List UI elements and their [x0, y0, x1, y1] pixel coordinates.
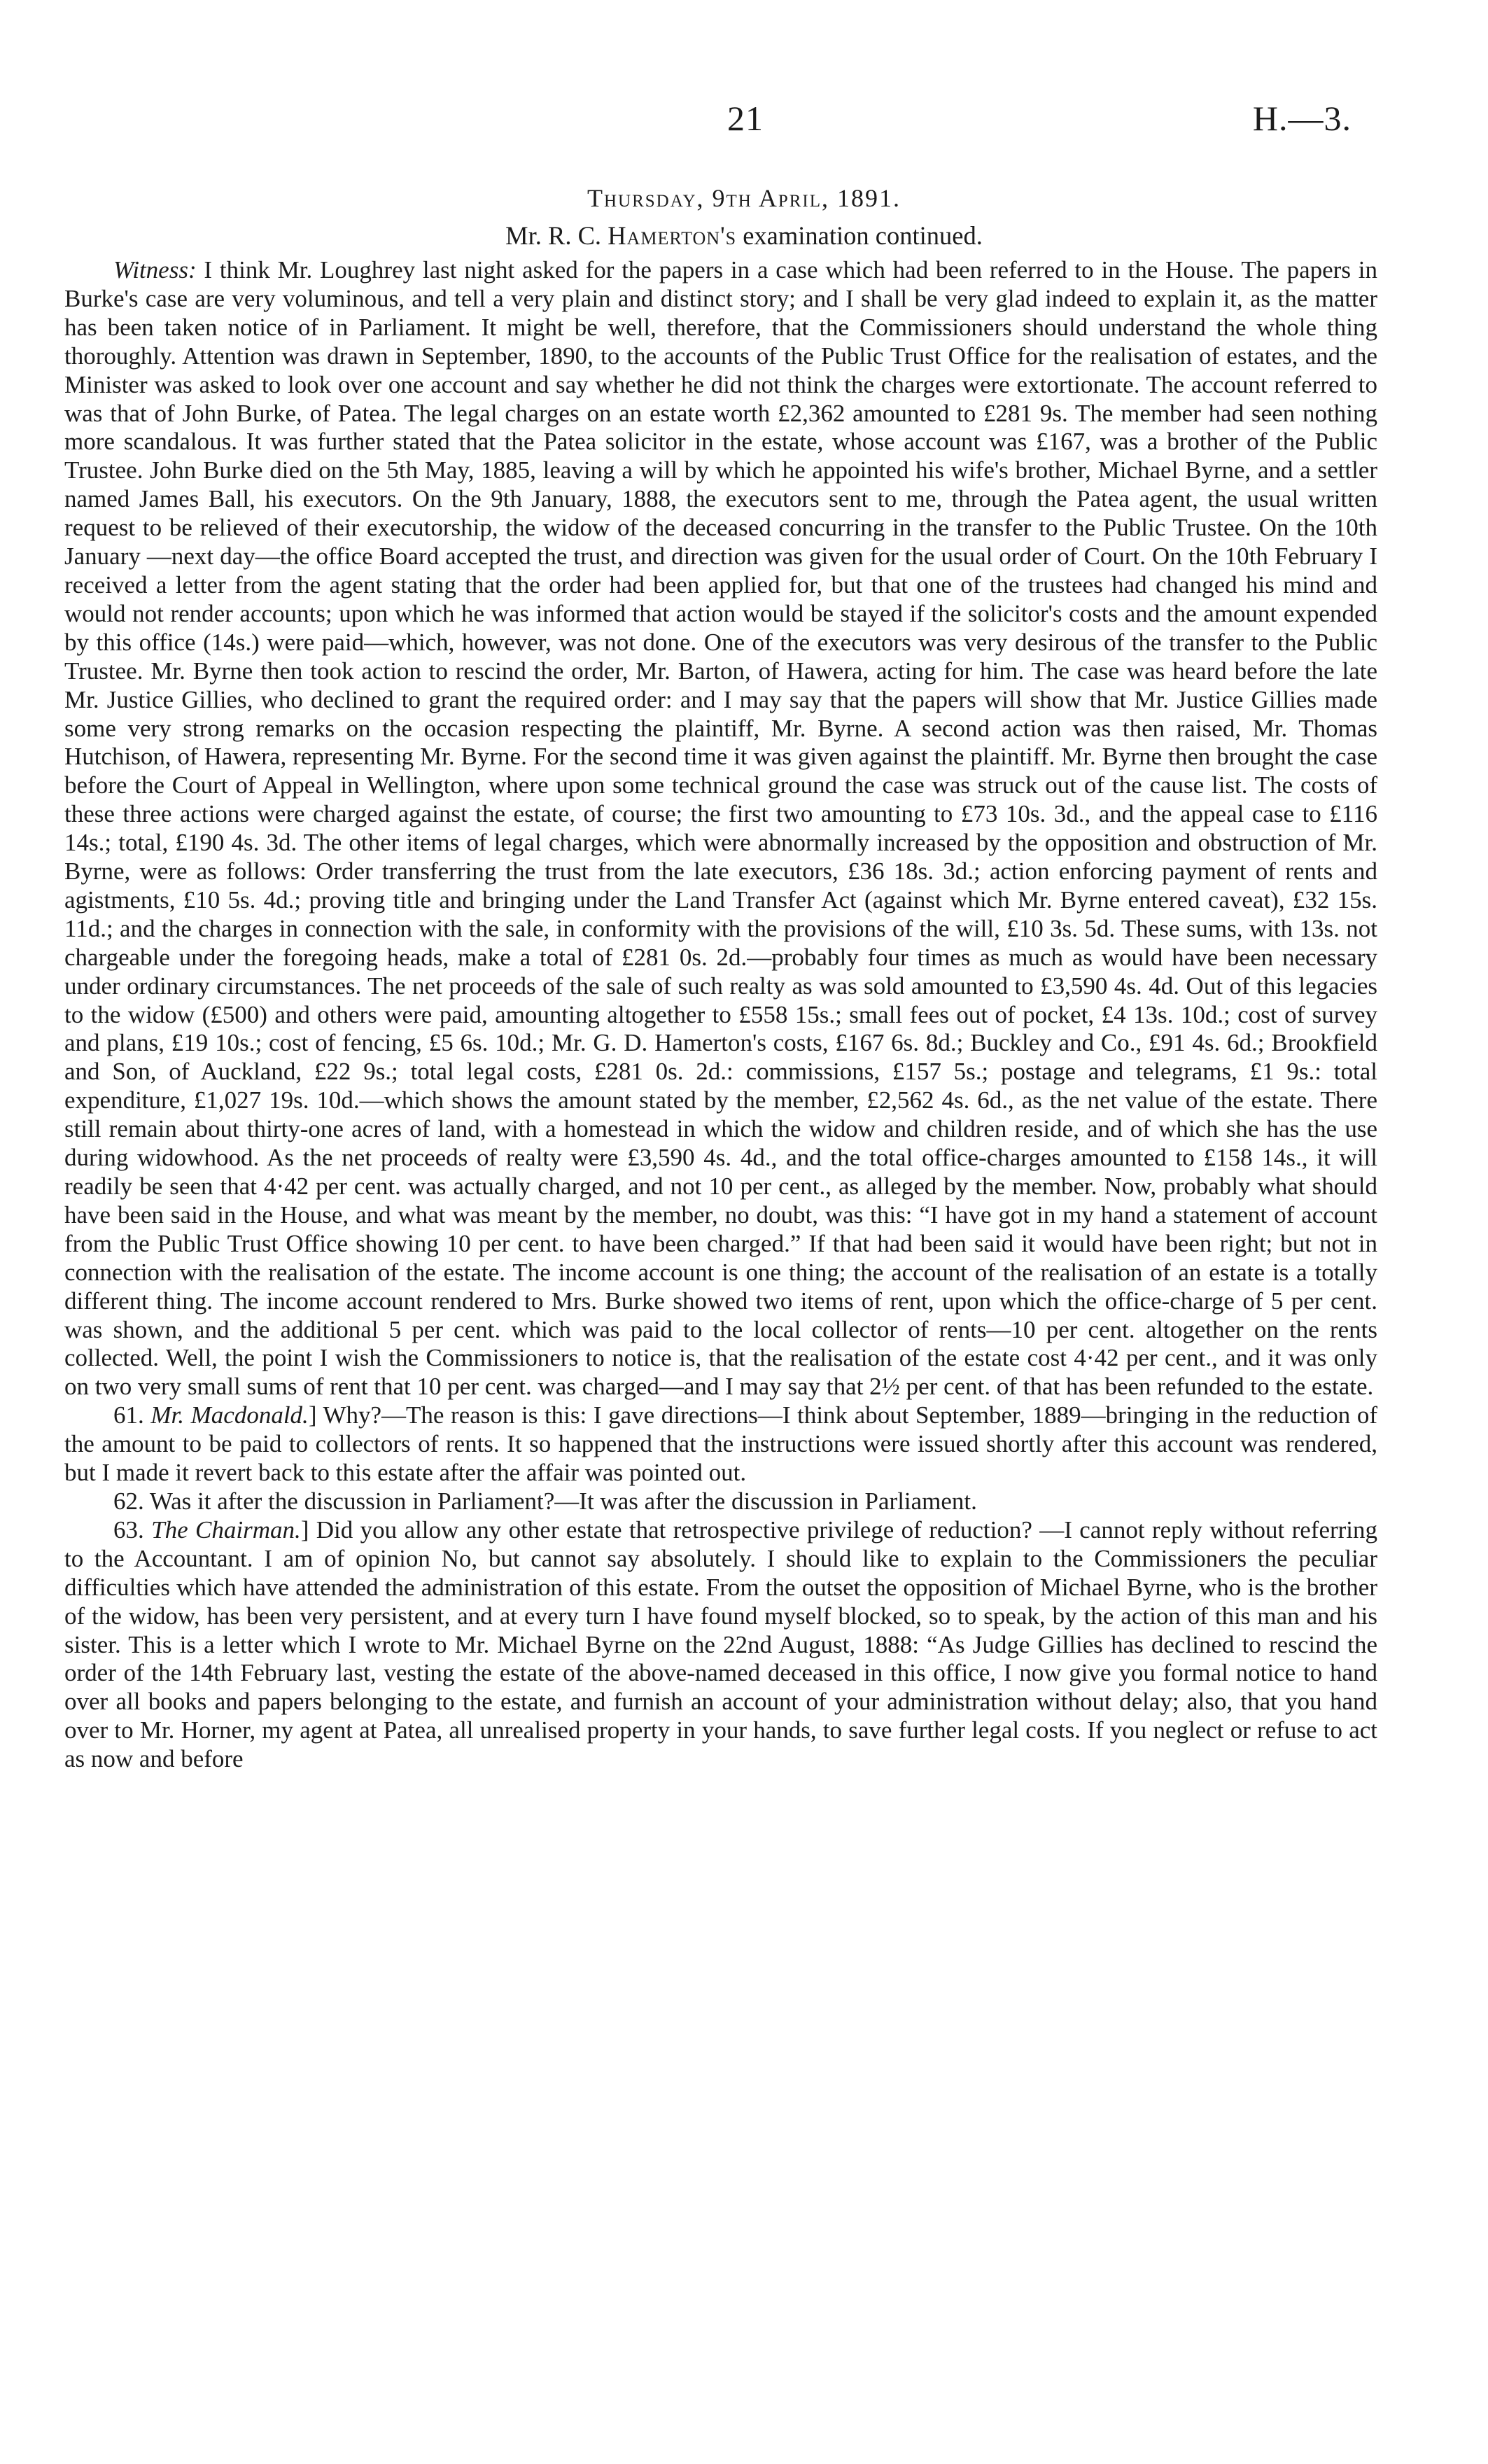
question-paragraph — [64, 1516, 1377, 1774]
paragraph-text: ] Why?—The reason is this: I gave directions—I think about September, 1889—bringing in the reduction of the amount to be paid to collectors of rents. It so happened that the instructions were issued shortly after this account was rendered, but I made it revert back to this estate after the affair was pointed out. — [64, 1401, 1378, 1487]
paragraph-text: Was it after the discussion in Parliament?—It was after the discussion in Parliament. — [149, 1487, 977, 1515]
speaker-label: The Chairman. — [151, 1516, 301, 1544]
question-paragraph — [64, 1488, 1377, 1516]
examination-suffix: examination continued. — [736, 221, 983, 250]
paragraph-text: ] Did you allow any other estate that retrospective privilege of reduction? —I cannot reply without referring to the Accountant. I am of opinion No, but cannot say absolutely. I should like to explain to the Commissioners the peculiar difficulties which have attended the administration of this estate. From the outset the opposition of Michael Byrne, who is the brother of the widow, has been very persistent, and at every turn I have found myself blocked, so to speak, by the action of this man and his sister. This is a letter which I wrote to Mr. Michael Byrne on the 22nd August, 1888: “As Judge Gillies has declined to rescind the order of the 14th February last, vesting the estate of the above-named deceased in this office, I now give you formal notice to hand over all books and papers belonging to the estate, and furnish an account of your administration without delay; also, that you hand over to Mr. Horner, my agent at Patea, all unrealised property in your hands, to save further legal costs. If you neglect or refuse to act as now and before — [64, 1516, 1378, 1773]
question-number: 63. — [113, 1516, 152, 1544]
examination-prefix: Mr. R. C. — [505, 221, 608, 250]
speaker-label: Witness: — [113, 256, 197, 284]
session-dateline: Thursday, 9th April, 1891. — [587, 184, 901, 212]
document-reference: H.—3. — [1252, 99, 1352, 138]
paragraph-text: I think Mr. Loughrey last night asked for the papers in a case which had been referred to in the House. The papers in Burke's case are very voluminous, and tell a very plain and distinct story; and I shall be very glad indeed to explain it, as the matter has been taken notice of in Parliament. It might be well, therefore, that the Commissioners should understand the whole thing thoroughly. Attention was drawn in September, 1890, to the accounts of the Public Trust Office for the realisation of estates, and the Minister was asked to look over one account and say whether he did not think the charges were extortionate. The account referred to was that of John Burke, of Patea. The legal charges on an estate worth £2,362 amounted to £281 9s. The member had seen nothing more scandalous. It was further stated that the Patea solicitor in the estate, whose account was £167, was a brother of the Public Trustee. John Burke died on the 5th May, 1885, leaving a will by which he appointed his wife's brother, Michael Byrne, and a settler named James Ball, his executors. On the 9th January, 1888, the executors sent to me, through the Patea agent, the usual written request to be relieved of their executorship, the widow of the deceased concurring in the transfer to the Public Trustee. On the 10th January —next day—the office Board accepted the trust, and direction was given for the usual order of Court. On the 10th February I received a letter from the agent stating that the order had been applied for, but that one of the trustees had changed his mind and would not render accounts; upon which he was informed that action would be stayed if the solicitor's costs and the amount expended by this office (14s.) were paid—which, however, was not done. One of the executors was very desirous of the transfer to the Public Trustee. Mr. Byrne then took action to rescind the order, Mr. Barton, of Hawera, acting for him. The case was heard before the late Mr. Justice Gillies, who declined to grant the required order: and I may say that the papers will show that Mr. Justice Gillies made some very strong remarks on the occasion respecting the plaintiff, Mr. Byrne. A second action was then raised, Mr. Thomas Hutchison, of Hawera, representing Mr. Byrne. For the second time it was given against the plaintiff. Mr. Byrne then brought the case before the Court of Appeal in Wellington, where upon some technical ground the case was struck out of the cause list. The costs of these three actions were charged against the estate, of course; the first two amounting to £73 10s. 3d., and the appeal case to £116 14s.; total, £190 4s. 3d. The other items of legal charges, which were abnormally increased by the opposition and obstruction of Mr. Byrne, were as follows: Order transferring the trust from the late executors, £36 18s. 3d.; action enforcing payment of rents and agistments, £10 5s. 4d.; proving title and bringing under the Land Transfer Act (against which Mr. Byrne entered caveat), £32 15s. 11d.; and the charges in connection with the sale, in conformity with the provisions of the will, £10 3s. 5d. These sums, with 13s. not chargeable under the foregoing heads, make a total of £281 0s. 2d.—probably four times as much as would have been necessary under ordinary circumstances. The net proceeds of the sale of such realty as was sold amounted to £3,590 4s. 4d. Out of this legacies to the widow (£500) and others were paid, amounting altogether to £558 15s.; small fees out of pocket, £4 13s. 10d.; cost of survey and plans, £19 10s.; cost of fencing, £5 6s. 10d.; Mr. G. D. Hamerton's costs, £167 6s. 8d.; Buckley and Co., £91 4s. 6d.; Brookfield and Son, of Auckland, £22 9s.; total legal costs, £281 0s. 2d.: commissions, £157 5s.; postage and telegrams, £1 9s.: total expenditure, £1,027 19s. 10d.—which shows the amount stated by the member, £2,562 4s. 6d., as the net value of the estate. There still remain about thirty-one acres of land, with a homestead in which the widow and children reside, and of which she has the use during widowhood. As the net proceeds of realty were £3,590 4s. 4d., and the total office-charges amounted to £158 14s., it will readily be seen that 4·42 per cent. was actually charged, and not 10 per cent., as alleged by the member. Now, probably what should have been said in the House, and what was meant by the member, no doubt, was this: “I have got in my hand a statement of account from the Public Trust Office showing 10 per cent. to have been charged.” If that had been said it would have been right; but not in connection with the realisation of the estate. The income account is one thing; the account of the realisation of an estate is a totally different thing. The income account rendered to Mrs. Burke showed two items of rent, upon which the office-charge of 5 per cent. was shown, and the additional 5 per cent. which was paid to the local collector of rents—10 per cent. altogether on the rents collected. Well, the point I wish the Commissioners to notice is, that the realisation of the estate cost 4·42 per cent., and it was only on two very small sums of rent that 10 per cent. was charged—and I may say that 2½ per cent. of that has been refunded to the estate. — [64, 256, 1377, 1401]
witness-name: Hamerton's — [608, 221, 737, 250]
testimony-paragraph — [64, 256, 1377, 1401]
question-paragraph — [64, 1401, 1377, 1488]
testimony-body — [64, 256, 1377, 1774]
examination-heading — [0, 220, 1488, 251]
page-number: 21 — [727, 99, 764, 138]
question-number: 61. — [113, 1401, 151, 1429]
question-number: 62. — [113, 1487, 150, 1515]
speaker-label: Mr. Macdonald. — [150, 1401, 309, 1429]
